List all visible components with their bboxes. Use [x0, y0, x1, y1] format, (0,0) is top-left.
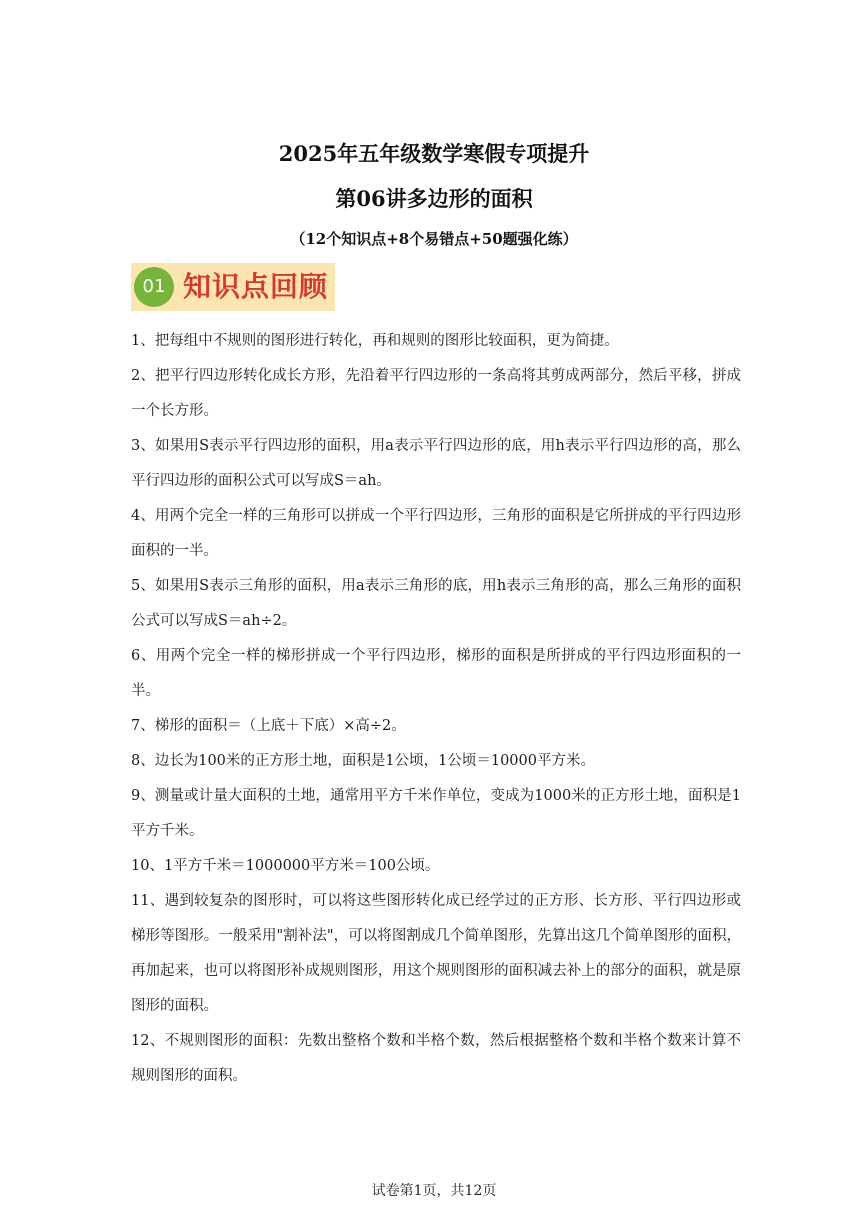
knowledge-point-list [131, 324, 741, 1094]
document-title: 2025年五年级数学寒假专项提升 [278, 141, 590, 166]
section-title: 知识点回顾 [183, 270, 329, 303]
knowledge-point: 12、不规则图形的面积：先数出整格个数和半格个数，然后根据整格个数和半格个数来计算不规则图形的面积。 [131, 1033, 741, 1084]
section-header-badge [131, 263, 335, 311]
knowledge-point: 1、把每组中不规则的图形进行转化，再和规则的图形比较面积，更为简捷。 [131, 333, 619, 349]
document-subtitle: （12个知识点+8个易错点+50题强化练） [290, 230, 578, 248]
lecture-title: 第06讲多边形的面积 [335, 186, 533, 211]
knowledge-point: 5、如果用S表示三角形的面积，用a表示三角形的底，用h表示三角形的高，那么三角形的面积公式可以写成S＝ah÷2。 [131, 578, 741, 629]
knowledge-point: 4、用两个完全一样的三角形可以拼成一个平行四边形，三角形的面积是它所拼成的平行四边形面积的一半。 [131, 508, 741, 559]
knowledge-point: 8、边长为100米的正方形土地，面积是1公顷，1公顷＝10000平方米。 [131, 753, 595, 769]
knowledge-point: 3、如果用S表示平行四边形的面积，用a表示平行四边形的底，用h表示平行四边形的高，那么平行四边形的面积公式可以写成S＝ah。 [131, 438, 741, 489]
section-number-badge: 01 [134, 267, 174, 307]
knowledge-point: 11、遇到较复杂的图形时，可以将这些图形转化成已经学过的正方形、长方形、平行四边形或梯形等图形。一般采用"割补法"，可以将图割成几个简单图形，先算出这几个简单图形的面积，再加起来，也可以将图形补成规则图形，用这个规则图形的面积减去补上的部分的面积，就是原图形的面积。 [131, 893, 741, 1014]
page-footer: 试卷第1页，共12页 [371, 1183, 497, 1199]
knowledge-point: 7、梯形的面积＝（上底＋下底）×高÷2。 [131, 718, 406, 734]
knowledge-point: 2、把平行四边形转化成长方形，先沿着平行四边形的一条高将其剪成两部分，然后平移，拼成一个长方形。 [131, 368, 741, 419]
knowledge-point: 6、用两个完全一样的梯形拼成一个平行四边形，梯形的面积是所拼成的平行四边形面积的一半。 [131, 648, 741, 699]
knowledge-point: 9、测量或计量大面积的土地，通常用平方千米作单位，变成为1000米的正方形土地，面积是1平方千米。 [131, 788, 741, 839]
knowledge-point: 10、1平方千米＝1000000平方米＝100公顷。 [131, 858, 440, 874]
